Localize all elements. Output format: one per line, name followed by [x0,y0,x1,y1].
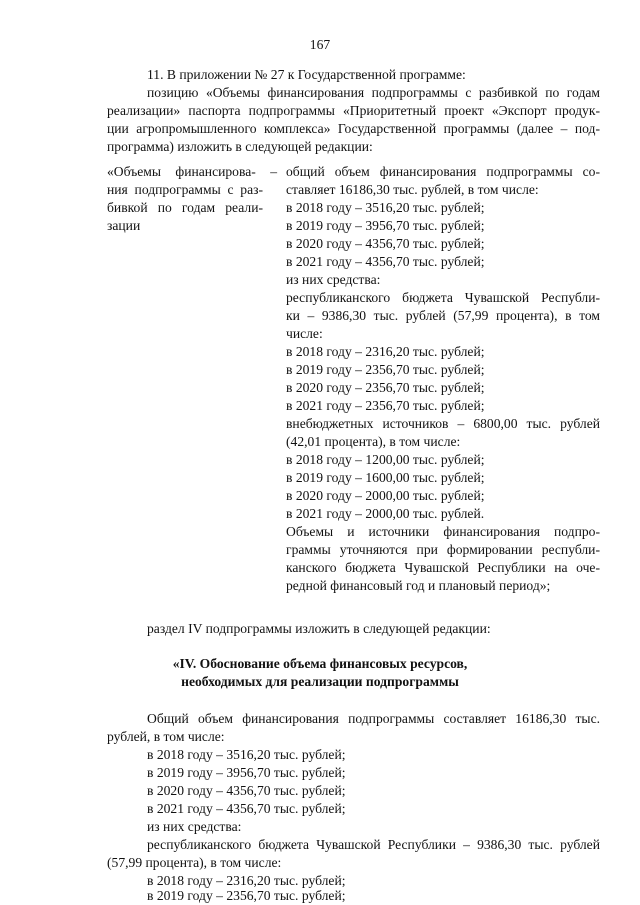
item-heading: 11. В приложении № 27 к Государственной программе: [147,67,466,82]
table-right-line: в 2020 году – 2356,70 тыс. рублей; [286,380,485,395]
table-right-line: в 2020 году – 4356,70 тыс. рублей; [286,236,485,251]
intro-line: реализации» паспорта подпрограммы «Приоритетный проект «Экспорт продук- [107,103,600,118]
table-right-line: в 2018 году – 1200,00 тыс. рублей; [286,452,485,467]
table-right-line: в 2021 году – 2356,70 тыс. рублей; [286,398,485,413]
table-left-cell: бивкой по годам реали- [107,200,263,215]
table-right-line: республиканского бюджета Чувашской Республи- [286,290,600,305]
table-left-cell: «Объемы финансирова- – [107,164,277,179]
table-right-line: канского бюджета Чувашской Республики на оче- [286,560,600,575]
table-right-line: из них средства: [286,272,381,287]
body-line: рублей, в том числе: [107,729,225,744]
section-intro: раздел IV подпрограммы изложить в следующей редакции: [147,621,491,636]
table-left-cell: ния подпрограммы с раз- [107,182,263,197]
table-right-line: в 2018 году – 3516,20 тыс. рублей; [286,200,485,215]
body-line: в 2018 году – 3516,20 тыс. рублей; [147,747,346,762]
body-paragraph: Общий объем финансирования подпрограммы составляет 16186,30 тыс. [147,711,600,726]
table-right-line: в 2021 году – 2000,00 тыс. рублей. [286,506,485,521]
table-right-line: ставляет 16186,30 тыс. рублей, в том числе: [286,182,539,197]
table-right-line: Объемы и источники финансирования подпро- [286,524,600,539]
page-number: 167 [309,37,331,52]
intro-line: позицию «Объемы финансирования подпрограммы с разбивкой по годам [147,85,600,100]
body-line: в 2021 году – 4356,70 тыс. рублей; [147,801,346,816]
table-right-line: (42,01 процента), в том числе: [286,434,461,449]
table-right-line: в 2018 году – 2316,20 тыс. рублей; [286,344,485,359]
body-line: в 2019 году – 3956,70 тыс. рублей; [147,765,346,780]
body-line: в 2018 году – 2316,20 тыс. рублей; [147,873,346,888]
intro-line: ции агропромышленного комплекса» Государственной программы (далее – под- [107,121,600,136]
table-right-line: в 2019 году – 1600,00 тыс. рублей; [286,470,485,485]
table-right-line: редной финансовый год и плановый период»; [286,578,551,593]
table-right-line: в 2021 году – 4356,70 тыс. рублей; [286,254,485,269]
table-right-line: в 2019 году – 3956,70 тыс. рублей; [286,218,485,233]
section-heading: необходимых для реализации подпрограммы [181,674,459,689]
intro-line: программа) изложить в следующей редакции: [107,139,373,154]
section-heading: «IV. Обоснование объема финансовых ресурсов, [172,656,468,671]
table-right-line: в 2019 году – 2356,70 тыс. рублей; [286,362,485,377]
table-right-line: общий объем финансирования подпрограммы со- [286,164,600,179]
table-right-line: в 2020 году – 2000,00 тыс. рублей; [286,488,485,503]
body-line: в 2020 году – 4356,70 тыс. рублей; [147,783,346,798]
table-right-line: ки – 9386,30 тыс. рублей (57,99 процента), в том [286,308,600,323]
table-left-cell: зации [107,218,141,233]
table-right-line: граммы уточняются при формировании республи- [286,542,600,557]
body-line: в 2019 году – 2356,70 тыс. рублей; [147,888,346,903]
body-line: (57,99 процента), в том числе: [107,855,282,870]
body-line: из них средства: [147,819,242,834]
table-right-line: внебюджетных источников – 6800,00 тыс. рублей [286,416,600,431]
body-paragraph: республиканского бюджета Чувашской Республики – 9386,30 тыс. рублей [147,837,600,852]
table-right-line: числе: [286,326,323,341]
